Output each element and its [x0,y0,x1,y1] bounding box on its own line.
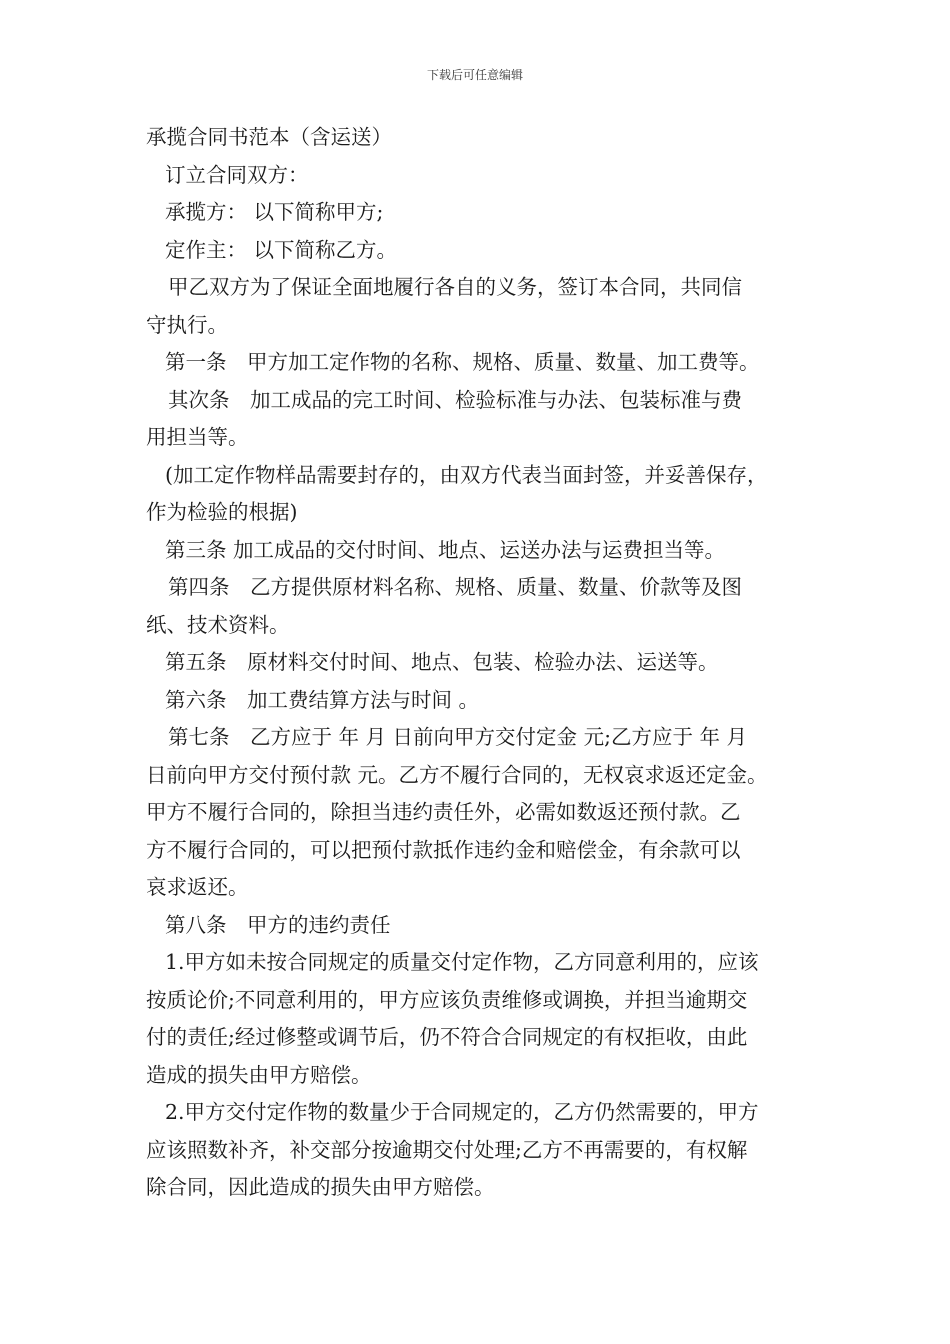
text-line: 第五条 原材料交付时间、地点、包装、检验办法、运送等。 [165,650,719,674]
text-line: 方不履行合同的，可以把预付款抵作违约金和赔偿金，有余款可以 [146,837,741,862]
page-header: 下载后可任意编辑 [426,68,523,82]
text-line: 1.甲方如未按合同规定的质量交付定作物，乙方同意利用的，应该 [165,950,759,974]
text-line: 定作主： 以下简称乙方。 [165,237,398,262]
document-title: 承揽合同书范本（含运送） [146,125,392,149]
text-line: (加工定作物样品需要封存的，由双方代表当面封签，并妥善保存， [165,462,768,487]
text-line: 第八条 甲方的违约责任 [165,912,391,937]
text-line: 按质论价;不同意利用的，甲方应该负责维修或调换，并担当逾期交 [146,987,748,1012]
text-line: 第七条 乙方应于 年 月 日前向甲方交付定金 元;乙方应于 年 月 [168,725,748,749]
text-line: 用担当等。 [146,425,249,449]
text-line: 第一条 甲方加工定作物的名称、规格、质量、数量、加工费等。 [165,350,760,374]
text-line: 造成的损失由甲方赔偿。 [146,1062,372,1087]
document-body [146,119,822,1207]
text-line: 应该照数补齐，补交部分按逾期交付处理;乙方不再需要的，有权解 [146,1137,748,1162]
text-line: 甲乙双方为了保证全面地履行各自的义务，签订本合同，共同信 [168,275,742,299]
text-line: 订立合同双方： [165,162,309,187]
text-line: 日前向甲方交付预付款 元。乙方不履行合同的，无权哀求返还定金。 [146,762,768,787]
text-line: 承揽方： 以下简称甲方; [165,200,384,224]
text-line: 第三条 加工成品的交付时间、地点、运送办法与运费担当等。 [165,537,726,562]
text-line: 哀求返还。 [146,875,249,899]
text-line: 2.甲方交付定作物的数量少于合同规定的，乙方仍然需要的，甲方 [165,1100,759,1124]
text-line: 除合同，因此造成的损失由甲方赔偿。 [146,1175,495,1199]
text-line: 作为检验的根据) [146,500,298,524]
text-line: 甲方不履行合同的，除担当违约责任外，必需如数返还预付款。乙 [146,800,741,824]
text-line: 其次条 加工成品的完工时间、检验标准与办法、包装标准与费 [168,387,742,412]
text-line: 第四条 乙方提供原材料名称、规格、质量、数量、价款等及图 [168,575,742,599]
text-line: 第六条 加工费结算方法与时间 。 [165,687,480,712]
text-line: 纸、技术资料。 [146,612,290,637]
text-line: 守执行。 [146,312,228,337]
text-line: 付的责任;经过修整或调节后，仍不符合合同规定的有权拒收，由此 [146,1025,748,1049]
